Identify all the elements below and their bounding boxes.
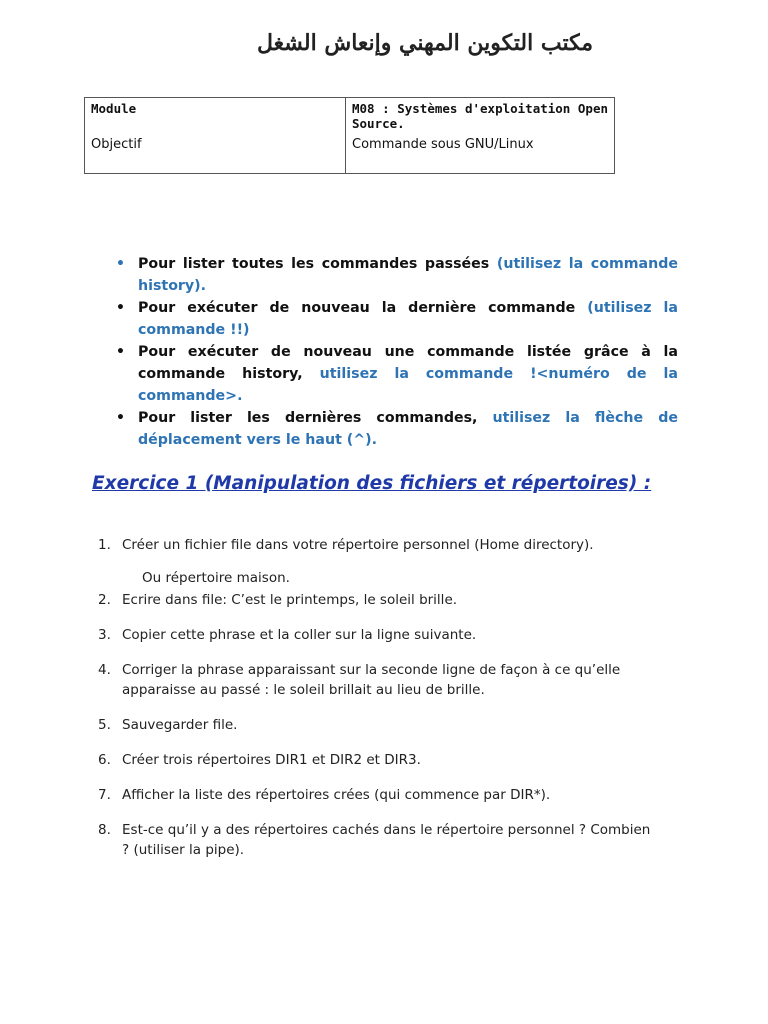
tip-item: • Pour exécuter de nouveau une commande listée grâce à la commande history, utilisez la commande !<numéro de la commande>. [110,341,678,407]
step-item: 1. Créer un fichier file dans votre répertoire personnel (Home directory). [98,537,594,553]
exercise-steps [94,535,654,875]
step-item: 3. Copier cette phrase et la coller sur la ligne suivante. [98,627,477,643]
step-item: 2. Ecrire dans file: C’est le printemps, le soleil brille. [98,592,458,608]
header-arabic-title: مكتب التكوين المهني وإنعاش الشغل [256,30,594,56]
info-table [84,97,615,174]
objective-value: Commande sous GNU/Linux [352,137,534,152]
step-item: 7. Afficher la liste des répertoires crées (qui commence par DIR*). [98,787,551,803]
tip-item: • Pour exécuter de nouveau la dernière commande (utilisez la commande !!) [110,297,678,341]
module-label: Module [91,101,137,116]
module-cell [85,98,346,174]
step-item: 5. Sauvegarder file. [98,717,238,733]
module-value-cell [346,98,615,174]
bullet-icon: • [116,410,125,426]
tips-list [110,253,678,451]
bullet-icon: • [116,300,125,316]
exercise-title: Exercice 1 (Manipulation des fichiers et répertoires) : [92,473,652,494]
objective-label: Objectif [91,137,142,152]
step-item: 6. Créer trois répertoires DIR1 et DIR2 et DIR3. [98,752,421,768]
module-value: M08 : Systèmes d'exploitation Open Source. [352,101,608,131]
step-item: 8. Est-ce qu’il y a des répertoires cachés dans le répertoire personnel ? Combien ? (utiliser la pipe). [98,822,651,858]
bullet-icon: • [116,344,125,360]
tip-item: • Pour lister toutes les commandes passées (utilisez la commande history). [110,253,678,297]
step-item: 4. Corriger la phrase apparaissant sur la seconde ligne de façon à ce qu’elle apparaisse au passé : le soleil brillait au lieu de brille. [98,662,621,698]
tip-item: • Pour lister les dernières commandes, utilisez la flèche de déplacement vers le haut (^). [110,407,678,451]
step1-subline: Ou répertoire maison. [142,570,290,586]
bullet-icon: • [116,256,125,272]
